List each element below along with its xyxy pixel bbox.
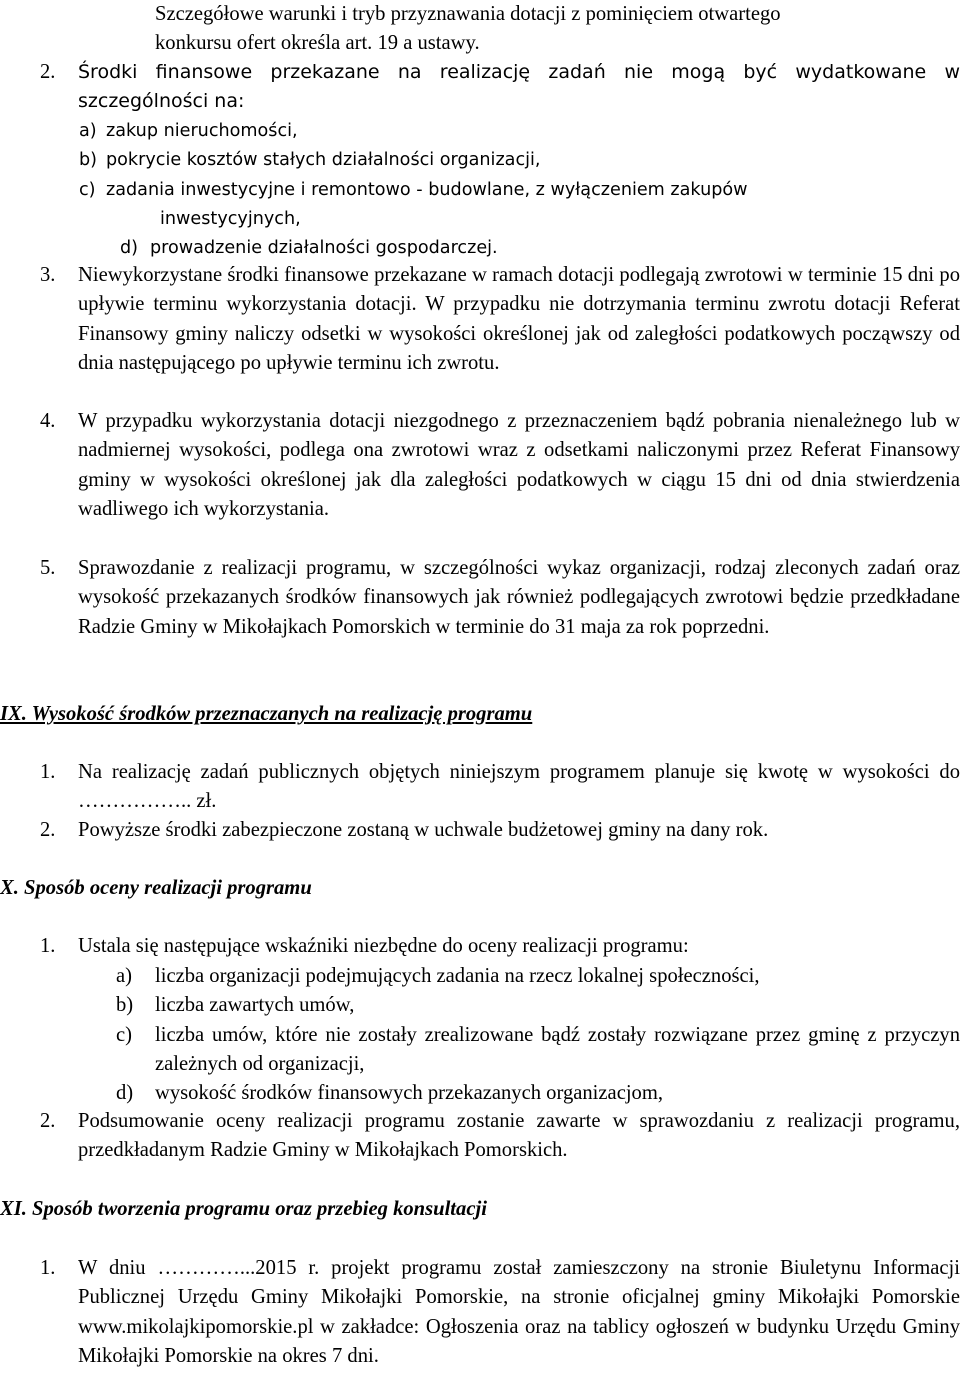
section-heading-xi: XI. Sposób tworzenia programu oraz przebieg konsultacji [0,1198,487,1220]
item-label: c) [79,179,96,200]
point-2-list [40,117,960,263]
section-ix-item-2 [40,816,960,845]
list-item [40,234,960,263]
intro-line-1: Szczegółowe warunki i tryb przyznawania dotacji z pominięciem otwartego [155,3,781,25]
item-label: b) [116,994,134,1017]
list-item [40,117,960,146]
list-item [80,962,960,991]
list-item [80,991,960,1020]
point-number: 2. [40,61,56,83]
point-text: W dniu …………...2015 r. projekt programu został zamieszczony na stronie Biuletynu Informacji Publicznej Urzędu Gminy Mikołajki Pomorskie, na stronie oficjalnej gminy Mikołajki Pomorskie www.mikolajkipomorskie.pl w zakładce: Ogłoszenia oraz na tablicy ogłoszeń w budynku Urzędu Gminy Mikołajki Pomorskie na okres 7 dni. [78,1257,960,1367]
point-number: 5. [40,557,56,579]
point-number: 4. [40,410,56,432]
section-heading-ix: IX. Wysokość środków przeznaczanych na realizację programu [0,703,533,725]
point-text: Powyższe środki zabezpieczone zostaną w uchwale budżetowej gminy na dany rok. [78,819,769,841]
point-text: Podsumowanie oceny realizacji programu zostanie zawarte w sprawozdaniu z realizacji programu, przedkładanym Radzie Gminy w Mikołajkach Pomorskich. [78,1110,960,1162]
point-number: 1. [40,1257,56,1279]
section-x-list [80,962,960,1108]
item-label: d) [120,238,139,259]
item-text: wysokość środków finansowych przekazanych organizacjom, [155,1082,664,1105]
point-text: Niewykorzystane środki finansowe przekazane w ramach dotacji podlegają zwrotowi w terminie 15 dni po upływie terminu wykorzystania dotacji. W przypadku nie dotrzymania terminu zwrotu dotacji Referat Finansowy gminy naliczy odsetki w wysokości określonej jak od zaległości podatkowych począwszy od dnia następującego po upływie terminu ich zwrotu. [78,264,960,374]
point-2 [40,58,960,117]
point-text: Sprawozdanie z realizacji programu, w szczególności wykaz organizacji, rodzaj zleconych zadań oraz wysokość przekazanych środków finansowych jak również podlegających zwrotowi będzie przedkładane Radzie Gminy w Mikołajkach Pomorskich w terminie do 31 maja za rok poprzedni. [78,557,960,638]
point-number: 1. [40,761,56,783]
item-text: liczba organizacji podejmujących zadania na rzecz lokalnej społeczności, [155,965,760,987]
point-3 [40,261,960,378]
item-text: zadania inwestycyjne i remontowo - budowlane, z wyłączeniem zakupów [106,179,748,200]
section-x-point-1 [40,932,960,961]
section-x-point-2 [40,1107,960,1166]
point-number: 2. [40,819,56,841]
section-ix-item-1 [40,758,960,817]
point-5 [40,554,960,642]
item-label: b) [79,150,98,171]
point-text: W przypadku wykorzystania dotacji niezgodnego z przeznaczeniem bądź pobrania nienależnego lub w nadmiernej wysokości, podlega ona zwrotowi wraz z odsetkami naliczonymi przez Referat Finansowy gminy w wysokości określonej jak dla zaległości podatkowych w ciągu 15 dni od dnia stwierdzenia wadliwego ich wykorzystania. [78,410,960,520]
item-label: d) [116,1082,134,1105]
intro-paragraph [155,0,960,59]
item-label: a) [79,121,97,141]
item-text: liczba umów, które nie zostały zrealizowane bądź zostały rozwiązane przez gminę z przyczyn zależnych od organizacji, [155,1023,960,1075]
item-text: pokrycie kosztów stałych działalności organizacji, [106,150,541,171]
point-text: Na realizację zadań publicznych objętych niniejszym programem planuje się kwotę w wysokości do …………….. zł. [78,761,960,813]
list-item [40,146,960,175]
item-text: liczba zawartych umów, [155,994,355,1017]
list-item [40,176,960,205]
item-text: prowadzenie działalności gospodarczej. [150,238,498,259]
item-label: c) [116,1023,132,1046]
list-item [80,1021,960,1080]
item-text: zakup nieruchomości, [106,121,298,141]
point-number: 1. [40,935,56,957]
section-heading-x: X. Sposób oceny realizacji programu [0,877,312,899]
list-item [80,1079,960,1108]
section-xi-point-1 [40,1254,960,1371]
point-number: 2. [40,1110,56,1132]
point-text: Środki finansowe przekazane na realizację zadań nie mogą być wydatkowane w szczególności na: [78,61,960,113]
point-text: Ustala się następujące wskaźniki niezbędne do oceny realizacji programu: [78,935,689,957]
list-item-continuation [40,205,960,234]
point-number: 3. [40,264,56,286]
point-4 [40,407,960,524]
item-label: a) [116,965,132,987]
item-text-cont: inwestycyjnych, [160,208,301,229]
intro-line-2: konkursu ofert określa art. 19 a ustawy. [155,32,480,55]
